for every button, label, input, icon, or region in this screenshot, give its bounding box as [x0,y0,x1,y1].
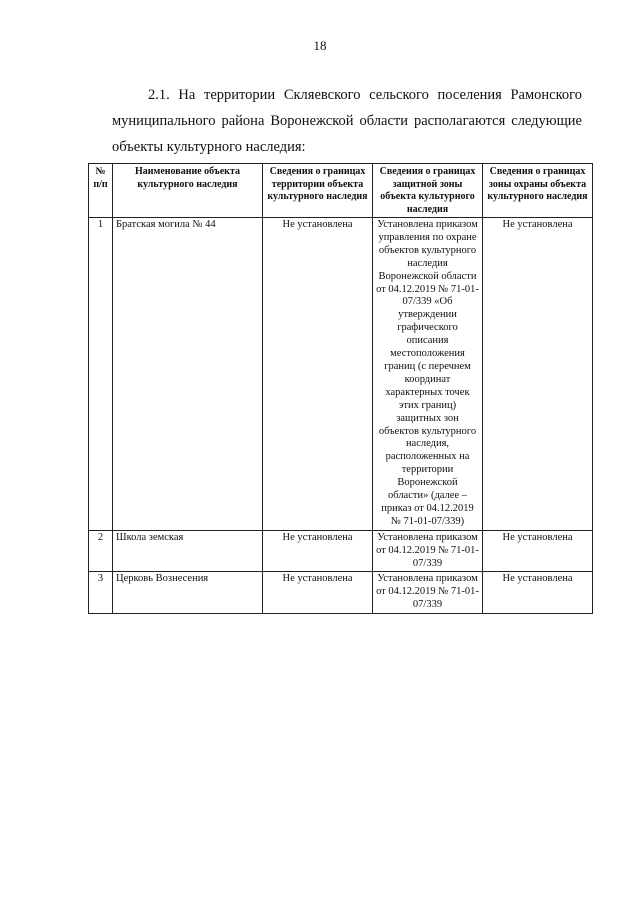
intro-line-2: муниципального района Воронежской области располагаются следующие [112,113,582,129]
header-protective-zone: Сведения о границах защитной зоны объекта культурного наследия [373,164,483,218]
header-territory: Сведения о границах территории объекта культурного наследия [263,164,373,218]
heritage-objects-table [88,163,593,614]
header-guard-zone: Сведения о границах зоны охраны объекта культурного наследия [483,164,593,218]
table-header-row [89,164,593,218]
row-guard-zone: Не установлена [483,572,593,614]
row-territory: Не установлена [263,572,373,614]
row-protective-zone: Установлена приказом от 04.12.2019 № 71-01-07/339 [373,530,483,572]
header-name: Наименование объекта культурного наследия [113,164,263,218]
page-number: 18 [313,38,327,53]
row-num: 3 [89,572,113,614]
row-guard-zone: Не установлена [483,530,593,572]
header-num: № п/п [89,164,113,218]
table-row [89,572,593,614]
row-num: 2 [89,530,113,572]
row-territory: Не установлена [263,218,373,531]
row-name: Братская могила № 44 [113,218,263,531]
row-guard-zone: Не установлена [483,218,593,531]
table-row [89,218,593,531]
row-name: Церковь Вознесения [113,572,263,614]
table-row [89,530,593,572]
row-protective-zone: Установлена приказом от 04.12.2019 № 71-01-07/339 [373,572,483,614]
intro-line-3: объекты культурного наследия: [112,139,306,155]
intro-line-1: 2.1. На территории Скляевского сельского поселения Рамонского [148,87,582,103]
row-num: 1 [89,218,113,531]
intro-paragraph [112,82,582,160]
row-protective-zone: Установлена приказом управления по охране объектов культурного наследия Воронежской области от 04.12.2019 № 71-01-07/339 «Об утверждении графического описания местоположения границ (с перечнем координат характерных точек этих границ) защитных зон объектов культурного наследия, расположенных на территории Воронежской области» (далее – приказ от 04.12.2019 № 71-01-07/339) [373,218,483,531]
row-territory: Не установлена [263,530,373,572]
row-name: Школа земская [113,530,263,572]
